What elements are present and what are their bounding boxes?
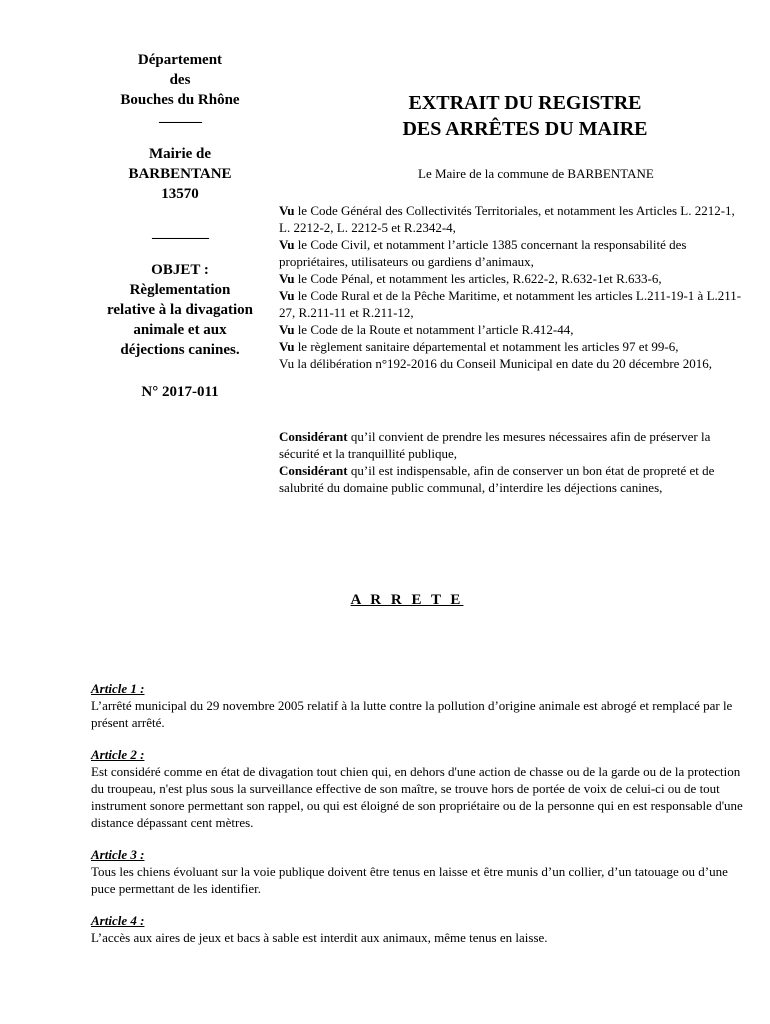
objet-line: animale et aux (133, 322, 227, 338)
vu-item: Vu le Code Général des Collectivités Territoriales, et notamment les Articles L. 2212-1, L. 2212-2, L. 2212-5 et R.2342-4, (279, 203, 735, 235)
article-heading: Article 1 : (91, 681, 145, 696)
separator-2: ———— (152, 230, 208, 246)
maire-line: Le Maire de la commune de BARBENTANE (418, 166, 654, 181)
sidebar-info (60, 50, 300, 402)
article (91, 846, 751, 897)
objet-line: déjections canines. (120, 342, 240, 358)
departement-line: des (169, 72, 191, 88)
objet-line: relative à la divagation (107, 302, 253, 318)
vu-item: Vu le Code Civil, et notamment l’article 1385 concernant la responsabilité des propriétaires, utilisateurs ou gardiens d’animaux, (279, 237, 687, 269)
article-heading: Article 4 : (91, 913, 145, 928)
considerant-item: Considérant qu’il convient de prendre les mesures nécessaires afin de préserver la sécurité et la tranquillité publique, (279, 429, 711, 461)
objet-line: OBJET : (151, 262, 209, 278)
departement-line: Département (137, 52, 223, 68)
page-title (330, 90, 720, 142)
separator-1: ——— (159, 114, 201, 130)
considerant-list (279, 428, 749, 496)
vu-item: Vu le Code Pénal, et notamment les articles, R.622-2, R.632-1et R.633-6, (279, 271, 662, 286)
vu-list (279, 202, 749, 372)
article (91, 680, 751, 731)
mairie-line: Mairie de (148, 146, 212, 162)
title-line-1: EXTRAIT DU REGISTRE (408, 92, 642, 114)
article-body: L’accès aux aires de jeux et bacs à sable est interdit aux animaux, même tenus en laisse. (91, 930, 548, 945)
mairie-line: 13570 (161, 186, 199, 202)
vu-item: Vu le Code Rural et de la Pêche Maritime, et notamment les articles L.211-19-1 à L.211-27, R.211-11 et R.211-12, (279, 288, 742, 320)
mairie-block (60, 144, 300, 204)
article (91, 912, 751, 946)
vu-item: Vu le Code de la Route et notamment l’article R.412-44, (279, 322, 574, 337)
vu-item: Vu le règlement sanitaire départemental et notamment les articles 97 et 99-6, (279, 339, 679, 354)
article (91, 746, 751, 831)
objet-line: Règlementation (129, 282, 231, 298)
article-body: Est considéré comme en état de divagation tout chien qui, en dehors d'une action de chasse ou de la garde ou de la protection du troupeau, n'est plus sous la surveillance effective de son maître, se trouve hors de portée de voix de celui-ci ou de tout instrument sonore permettant son rappel, ou qui est éloigné de son propriétaire ou de la personne qui en est responsable d'une distance dépassant cent mètres. (91, 764, 743, 830)
article-body: L’arrêté municipal du 29 novembre 2005 relatif à la lutte contre la pollution d’origine animale est abrogé et remplacé par le présent arrêté. (91, 698, 733, 730)
arrete-number: N° 2017-011 (141, 384, 219, 400)
objet-block (60, 260, 300, 360)
title-line-2: DES ARRÊTES DU MAIRE (402, 118, 648, 140)
arrete-heading: A R R E T E (350, 592, 464, 608)
mairie-line: BARBENTANE (128, 166, 232, 182)
considerant-item: Considérant qu’il est indispensable, afin de conserver un bon état de propreté et de salubrité du domaine public communal, d’interdire les déjections canines, (279, 463, 715, 495)
article-heading: Article 2 : (91, 747, 145, 762)
vu-item: Vu la délibération n°192-2016 du Conseil Municipal en date du 20 décembre 2016, (279, 356, 712, 371)
departement-line: Bouches du Rhône (120, 92, 240, 108)
article-body: Tous les chiens évoluant sur la voie publique doivent être tenus en laisse et être munis d’un collier, d’un tatouage ou d’une puce permettant de les identifier. (91, 864, 728, 896)
departement-block (60, 50, 300, 110)
article-heading: Article 3 : (91, 847, 145, 862)
articles-list (91, 680, 751, 961)
